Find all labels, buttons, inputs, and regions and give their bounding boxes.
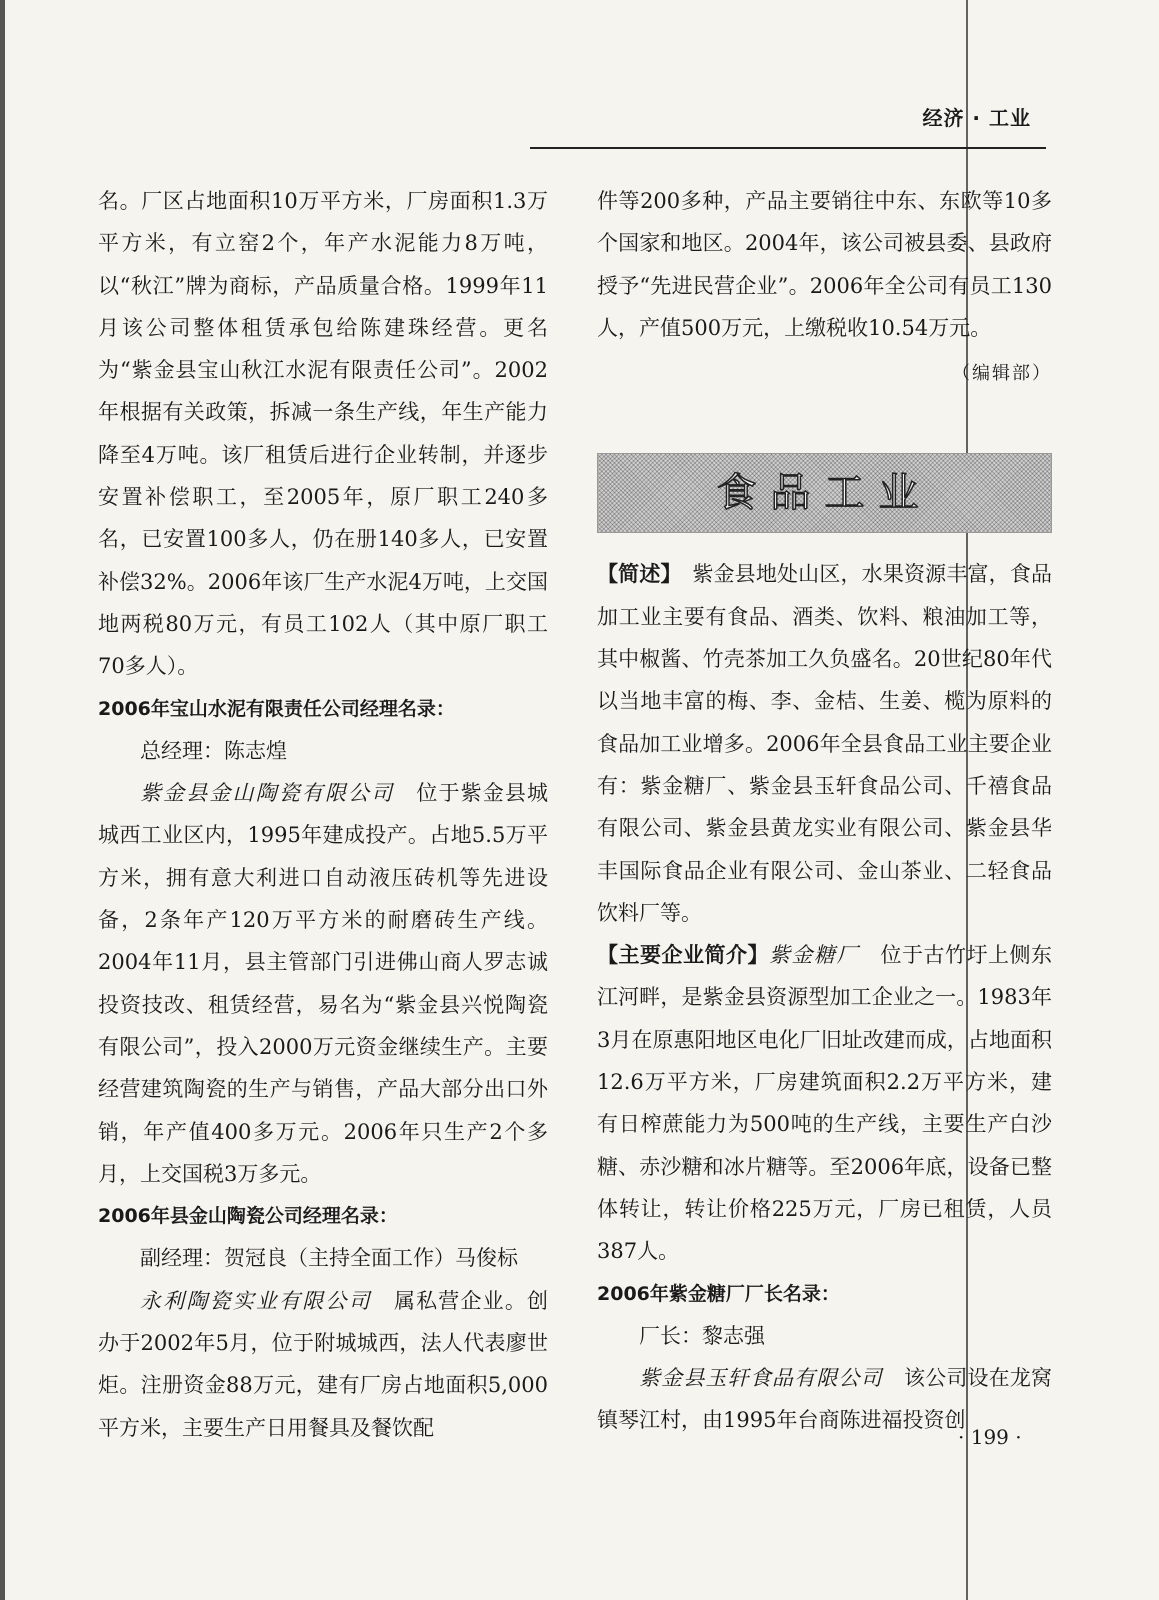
- left-column: [98, 180, 548, 1449]
- company-name: 紫金糖厂: [769, 943, 859, 968]
- section-title: 食品工业: [716, 470, 933, 517]
- list-title-sugar-factory: 2006年紫金糖厂厂长名录：: [597, 1282, 840, 1305]
- list-title-jinshan: 2006年县金山陶瓷公司经理名录：: [98, 1205, 398, 1228]
- list-title-baoshan: 2006年宝山水泥有限责任公司经理名录：: [98, 697, 455, 720]
- summary-label: 【简述】: [597, 562, 672, 587]
- company-name: 紫金县玉轩食品有限公司: [639, 1366, 883, 1391]
- intro-label: 【主要企业简介】: [597, 943, 769, 968]
- paragraph-jinshan-ceramics: [98, 772, 548, 1195]
- paragraph-cement-company: 名。厂区占地面积10万平方米，厂房面积1.3万平方米，有立窑2个，年产水泥能力8万吨，以“秋江”牌为商标，产品质量合格。1999年11月该公司整体租赁承包给陈建珠经营。更名为“紫金县宝山秋江水泥有限责任公司”。2002年根据有关政策，拆减一条生产线，年生产能力降至4万吨。该厂租赁后进行企业转制，并逐步安置补偿职工，至2005年，原厂职工240多名，已安置100多人，仍在册140多人，已安置补偿32%。2006年该厂生产水泥4万吨，上交国地两税80万元，有员工102人（其中原厂职工70多人）。: [98, 189, 548, 679]
- list-entry-baoshan: 总经理：陈志煌: [140, 738, 287, 763]
- header-rule: [530, 147, 1046, 149]
- list-entry-jinshan: 副经理：贺冠良（主持全面工作）马俊标: [140, 1246, 518, 1271]
- paragraph-text: 紫金县地处山区，水果资源丰富，食品加工业主要有食品、酒类、饮料、粮油加工等，其中椒酱、竹壳茶加工久负盛名。20世纪80年代以当地丰富的梅、李、金桔、生姜、榄为原料的食品加工业增多。2006年全县食品工业主要企业有：紫金糖厂、紫金县玉轩食品公司、千禧食品有限公司、紫金县黄龙实业有限公司、紫金县华丰国际食品企业有限公司、金山茶业、二轻食品饮料厂等。: [597, 562, 1053, 925]
- list-entry-sugar-factory: 厂长：黎志强: [639, 1323, 765, 1348]
- paragraph-text: 位于紫金县城城西工业区内，1995年建成投产。占地5.5万平方米，拥有意大利进口自动液压砖机等先进设备，2条年产120万平方米的耐磨砖生产线。2004年11月，县主管部门引进佛山商人罗志诚投资技改、租赁经营，易名为“紫金县兴悦陶瓷有限公司”，投入2000万元资金继续生产。主要经营建筑陶瓷的生产与销售，产品大部分出口外销，年产值400多万元。2006年只生产2个多月，上交国税3万多元。: [98, 781, 549, 1186]
- scan-edge: [0, 0, 5, 1600]
- paragraph-yongli-ceramics: [98, 1280, 548, 1449]
- section-banner: [597, 453, 1052, 533]
- paragraph-text: 属私营企业。创办于2002年5月，位于附城城西，法人代表廖世炬。注册资金88万元，建有厂房占地面积5,000平方米，主要生产日用餐具及餐饮配: [98, 1288, 549, 1440]
- paragraph-enterprise-intro: [597, 934, 1052, 1272]
- page-number: · 199 ·: [958, 1425, 1022, 1449]
- running-header: 经济 · 工业: [922, 106, 1031, 130]
- right-column: [597, 180, 1052, 1442]
- paragraph-text: 该公司设在龙窝镇琴江村，由1995年台商陈进福投资创: [597, 1366, 1053, 1433]
- paragraph-continued: 件等200多种，产品主要销往中东、东欧等10多个国家和地区。2004年，该公司被县委、县政府授予“先进民营企业”。2006年全公司有员工130人，产值500万元，上缴税收10.54万元。: [597, 189, 1052, 340]
- paragraph-text: 位于古竹圩上侧东江河畔，是紫金县资源型加工企业之一。1983年3月在原惠阳地区电化厂旧址改建而成，占地面积12.6万平方米，厂房建筑面积2.2万平方米，建有日榨蔗能力为500吨的生产线，主要生产白沙糖、赤沙糖和冰片糖等。至2006年底，设备已整体转让，转让价格225万元，厂房已租赁，人员387人。: [597, 943, 1052, 1264]
- company-name: 紫金县金山陶瓷有限公司: [140, 781, 395, 806]
- company-name: 永利陶瓷实业有限公司: [140, 1288, 372, 1313]
- paragraph-summary: [597, 553, 1052, 934]
- byline: （编辑部）: [952, 363, 1052, 385]
